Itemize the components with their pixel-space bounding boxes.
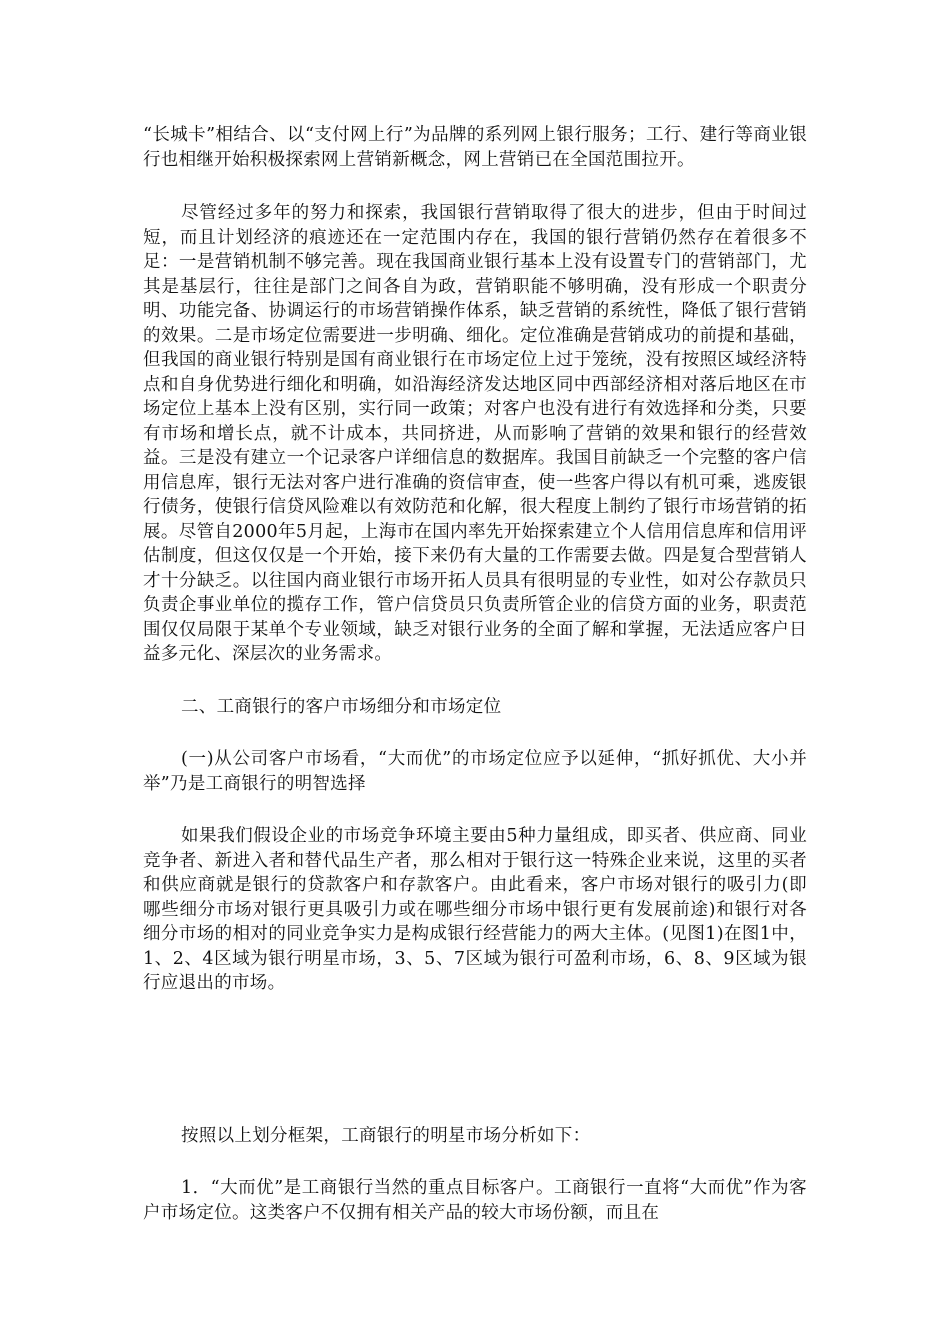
section-heading: 二、工商银行的客户市场细分和市场定位	[181, 696, 502, 717]
document-page	[143, 123, 807, 1225]
subsection-heading: (一)从公司客户市场看，“大而优”的市场定位应予以延伸，“抓好抓优、大小并举”乃是工商银行的明智选择	[143, 749, 807, 794]
paragraph-star-market-intro: 按照以上划分框架，工商银行的明星市场分析如下：	[181, 1125, 591, 1146]
paragraph-market-forces: 如果我们假设企业的市场竞争环境主要由5种力量组成，即买者、供应商、同业竞争者、新进入者和替代品生产者，那么相对于银行这一特殊企业来说，这里的买者和供应商就是银行的贷款客户和存款客户。由此看来，客户市场对银行的吸引力(即哪些细分市场对银行更具吸引力或在哪些细分市场中银行更有发展前途)和银行对各细分市场的相对的同业竞争实力是构成银行经营能力的两大主体。(见图1)在图1中，1、2、4区域为银行明星市场，3、5、7区域为银行可盈利市场，6、8、9区域为银行应退出的市场。	[143, 826, 807, 993]
paragraph-large-quality-clients: 1．“大而优”是工商银行当然的重点目标客户。工商银行一直将“大而优”作为客户市场定位。这类客户不仅拥有相关产品的较大市场份额，而且在	[143, 1178, 807, 1223]
paragraph-marketing-shortcomings: 尽管经过多年的努力和探索，我国银行营销取得了很大的进步，但由于时间过短，而且计划经济的痕迹还在一定范围内存在，我国的银行营销仍然存在着很多不足：一是营销机制不够完善。现在我国商业银行基本上没有设置专门的营销部门，尤其是基层行，往往是部门之间各自为政，营销职能不够明确，没有形成一个职责分明、功能完备、协调运行的市场营销操作体系，缺乏营销的系统性，降低了银行营销的效果。二是市场定位需要进一步明确、细化。定位准确是营销成功的前提和基础，但我国的商业银行特别是国有商业银行在市场定位上过于笼统，没有按照区域经济特点和自身优势进行细化和明确，如沿海经济发达地区同中西部经济相对落后地区在市场定位上基本上没有区别，实行同一政策；对客户也没有进行有效选择和分类，只要有市场和增长点，就不计成本，共同挤进，从而影响了营销的效果和银行的经营效益。三是没有建立一个记录客户详细信息的数据库。我国目前缺乏一个完整的客户信用信息库，银行无法对客户进行准确的资信审查，使一些客户得以有机可乘，逃废银行债务，使银行信贷风险难以有效防范和化解，很大程度上制约了银行市场营销的拓展。尽管自2000年5月起，上海市在国内率先开始探索建立个人信用信息库和信用评估制度，但这仅仅是一个开始，接下来仍有大量的工作需要去做。四是复合型营销人才十分缺乏。以往国内商业银行市场开拓人员具有很明显的专业性，如对公存款员只负责企事业单位的揽存工作，管户信贷员只负责所管企业的信贷方面的业务，职责范围仅仅局限于某单个专业领域，缺乏对银行业务的全面了解和掌握，无法适应客户日益多元化、深层次的业务需求。	[143, 203, 807, 664]
paragraph-intro-continuation: “长城卡”相结合、以“支付网上行”为品牌的系列网上银行服务；工行、建行等商业银行也相继开始积极探索网上营销新概念，网上营销已在全国范围拉开。	[143, 125, 807, 170]
